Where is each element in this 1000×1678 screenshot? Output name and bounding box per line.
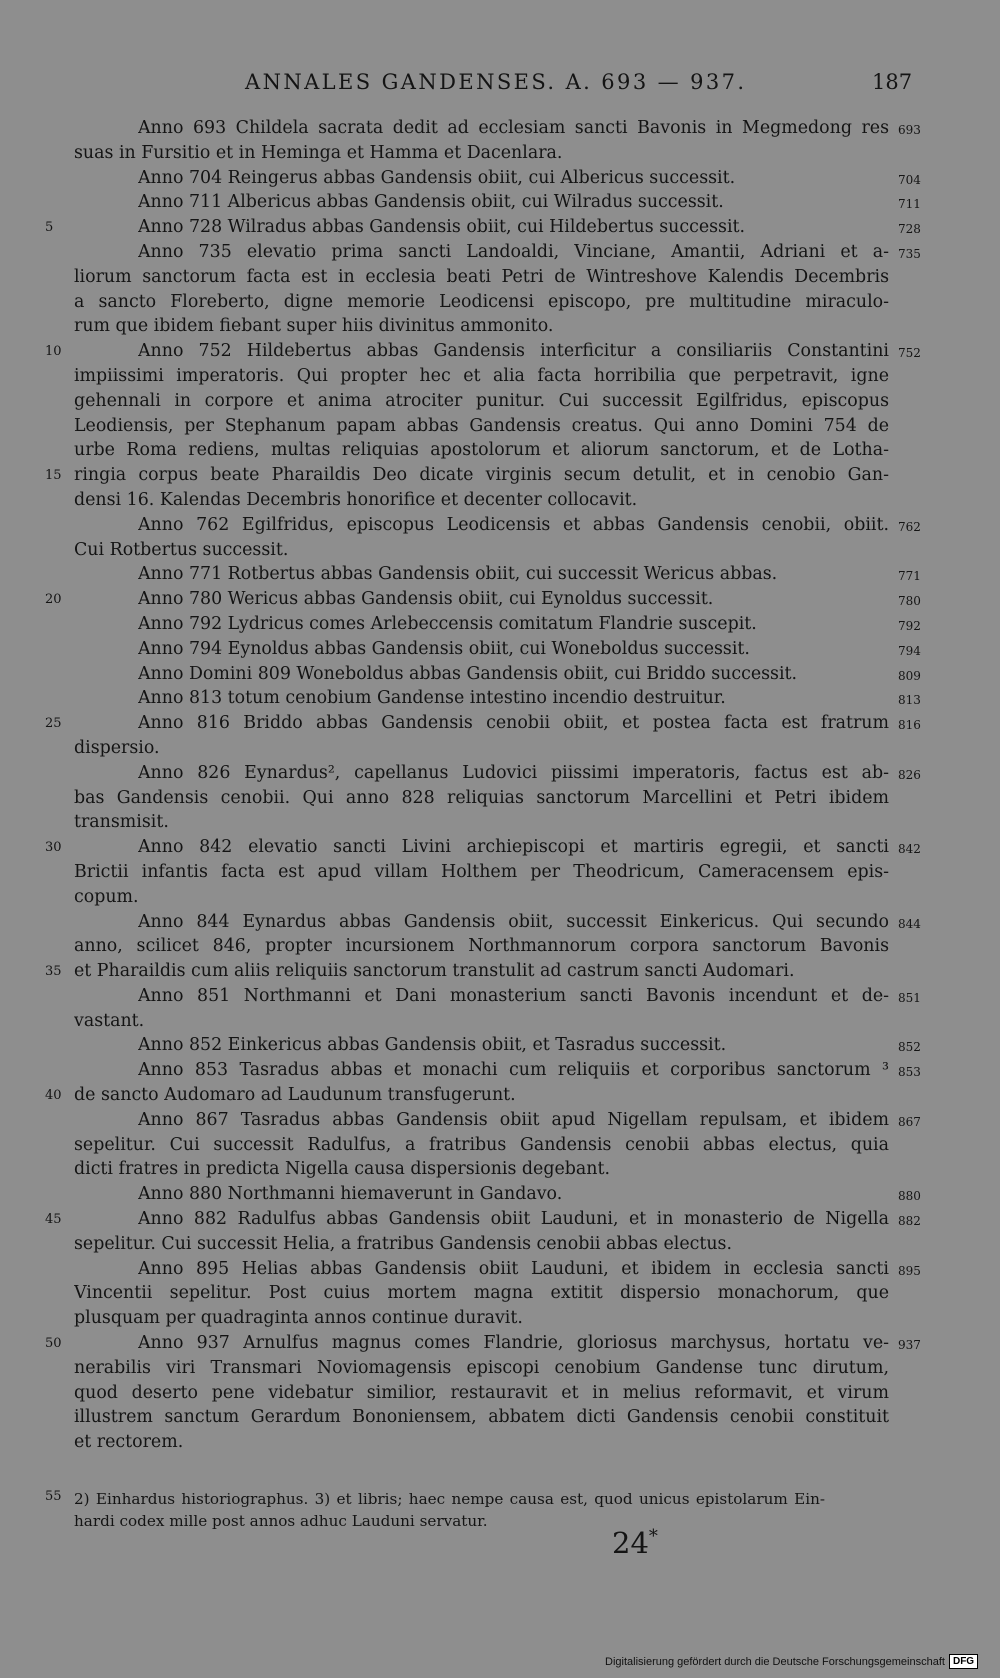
text-line — [0, 1058, 1000, 1083]
text-line — [0, 934, 1000, 959]
text-line — [0, 215, 1000, 240]
annal-entry — [0, 1207, 1000, 1257]
text-line — [0, 364, 1000, 389]
margin-year: 867 — [898, 1114, 921, 1129]
annal-entry — [0, 686, 1000, 711]
margin-year: 844 — [898, 916, 921, 931]
text-line — [0, 190, 1000, 215]
line-number: 5 — [45, 220, 54, 236]
line-number: 50 — [45, 1336, 62, 1352]
line-number: 45 — [45, 1212, 62, 1228]
line-text: Anno 852 Einkericus abbas Gandensis obiit, et Tasradus successit. — [138, 1035, 727, 1056]
line-text: bas Gandensis cenobii. Qui anno 828 reliquias sanctorum Marcellini et Petri ibidem — [74, 787, 889, 808]
line-text: Anno 762 Egilfridus, episcopus Leodicensis et abbas Gandensis cenobii, obiit. — [138, 514, 889, 535]
signature-mark — [612, 1526, 658, 1560]
margin-year: 882 — [898, 1214, 921, 1229]
line-text: Anno 867 Tasradus abbas Gandensis obiit apud Nigellam repulsam, et ibidem — [138, 1109, 889, 1130]
annal-entry — [0, 513, 1000, 563]
line-text: et Pharaildis cum aliis reliquiis sanctorum transtulit ad castrum sancti Audomari. — [74, 961, 795, 982]
text-line — [0, 984, 1000, 1009]
page-header — [0, 70, 1000, 100]
annal-entry — [0, 339, 1000, 513]
text-line — [0, 662, 1000, 687]
line-text: Anno 728 Wilradus abbas Gandensis obiit, cui Hildebertus successit. — [138, 217, 746, 238]
annal-entry — [0, 662, 1000, 687]
line-text: Anno 844 Eynardus abbas Gandensis obiit, successit Einkericus. Qui secundo — [138, 911, 889, 932]
text-line — [0, 959, 1000, 984]
annal-entry — [0, 1033, 1000, 1058]
line-text: gehennali in corpore et anima atrociter punitur. Cui successit Egilfridus, episcopus — [74, 390, 889, 411]
dfg-banner — [605, 1654, 978, 1669]
text-line — [0, 513, 1000, 538]
text-line — [0, 339, 1000, 364]
line-text: Anno 937 Arnulfus magnus comes Flandrie, gloriosus marchysus, hortatu ve- — [138, 1333, 889, 1354]
annal-entry — [0, 711, 1000, 761]
text-line — [0, 761, 1000, 786]
text-line — [0, 1182, 1000, 1207]
text-line — [0, 1405, 1000, 1430]
annal-entry — [0, 1108, 1000, 1182]
annal-entry — [0, 1182, 1000, 1207]
annal-entry — [0, 612, 1000, 637]
line-text: Anno 735 elevatio prima sancti Landoaldi, Vinciane, Amantii, Adriani et a- — [138, 241, 889, 262]
margin-year: 853 — [898, 1065, 921, 1080]
annal-entry — [0, 835, 1000, 909]
line-text: ringia corpus beate Pharaildis Deo dicate virginis secum detulit, et in cenobio Gan- — [74, 465, 889, 486]
text-line — [0, 414, 1000, 439]
line-text: Anno 882 Radulfus abbas Gandensis obiit Lauduni, et in monasterio de Nigella — [138, 1209, 889, 1230]
annal-entry — [0, 1058, 1000, 1108]
margin-year: 704 — [898, 172, 921, 187]
line-text: Anno 880 Northmanni hiemaverunt in Gandavo. — [138, 1184, 563, 1205]
banner-text: Digitalisierung gefördert durch die Deutsche Forschungsgemeinschaft — [605, 1655, 945, 1668]
text-line — [0, 835, 1000, 860]
footnote-line — [0, 1510, 1000, 1532]
line-text: suas in Fursitio et in Heminga et Hamma et Dacenlara. — [74, 142, 563, 163]
annal-entry — [0, 240, 1000, 339]
text-line — [0, 538, 1000, 563]
margin-year: 813 — [898, 693, 921, 708]
text-line — [0, 438, 1000, 463]
line-text: densi 16. Kalendas Decembris honorifice et decenter collocavit. — [74, 489, 638, 510]
text-line — [0, 637, 1000, 662]
margin-year: 771 — [898, 569, 921, 584]
line-text: Anno 826 Eynardus², capellanus Ludovici piissimi imperatoris, factus est ab- — [138, 762, 889, 783]
margin-year: 895 — [898, 1263, 921, 1278]
line-text: Anno 693 Childela sacrata dedit ad ecclesiam sancti Bavonis in Megmedong res — [138, 118, 889, 138]
margin-year: 809 — [898, 668, 921, 683]
footnotes — [0, 1488, 1000, 1532]
text-line — [0, 1083, 1000, 1108]
line-text: impiissimi imperatoris. Qui propter hec et alia facta horribilia que perpetravit, igne — [74, 365, 889, 386]
line-text: Anno 752 Hildebertus abbas Gandensis interficitur a consiliariis Constantini — [138, 341, 889, 362]
line-text: Anno 771 Rotbertus abbas Gandensis obiit, cui successit Wericus abbas. — [138, 564, 778, 585]
annal-entry — [0, 910, 1000, 984]
margin-year: 851 — [898, 990, 921, 1005]
text-line — [0, 389, 1000, 414]
margin-year: 937 — [898, 1338, 921, 1353]
text-line — [0, 860, 1000, 885]
line-text: Vincentii sepelitur. Post cuius mortem magna extitit dispersio monachorum, que — [74, 1283, 889, 1304]
text-line — [0, 1306, 1000, 1331]
line-text: Brictii infantis facta est apud villam Holthem per Theodricum, Cameracensem epis- — [74, 861, 889, 882]
text-line — [0, 1381, 1000, 1406]
footnote-text: 2) Einhardus historiographus. 3) et libris; haec nempe causa est, quod unicus epistolarum Ein- — [74, 1490, 825, 1508]
line-number: 35 — [45, 964, 62, 980]
line-text: transmisit. — [74, 812, 169, 833]
annal-entry — [0, 984, 1000, 1034]
margin-year: 852 — [898, 1040, 921, 1055]
text-line — [0, 290, 1000, 315]
line-text: Anno 711 Albericus abbas Gandensis obiit, cui Wilradus successit. — [138, 192, 724, 213]
line-text: Anno 895 Helias abbas Gandensis obiit Lauduni, et ibidem in ecclesia sancti — [138, 1258, 889, 1279]
annal-entry — [0, 637, 1000, 662]
line-text: a sancto Floreberto, digne memorie Leodicensi episcopo, pre multitudine miraculo- — [74, 291, 889, 312]
line-text: Cui Rotbertus successit. — [74, 539, 289, 560]
text-line — [0, 1356, 1000, 1381]
margin-year: 842 — [898, 842, 921, 857]
text-line — [0, 1009, 1000, 1034]
text-line — [0, 116, 1000, 141]
line-text: Anno 851 Northmanni et Dani monasterium sancti Bavonis incendunt et de- — [138, 985, 889, 1006]
line-text: Anno 853 Tasradus abbas et monachi cum reliquiis et corporibus sanctorum ³ — [138, 1060, 889, 1081]
annal-entry — [0, 190, 1000, 215]
line-text: Anno 780 Wericus abbas Gandensis obiit, cui Eynoldus successit. — [138, 589, 714, 610]
line-text: illustrem sanctum Gerardum Bononiensem, abbatem dicti Gandensis cenobii constituit — [74, 1407, 889, 1428]
text-line — [0, 141, 1000, 166]
line-text: urbe Roma rediens, multas reliquias apostolorum et aliorum sanctorum, et de Lotha- — [74, 440, 889, 461]
text-line — [0, 885, 1000, 910]
text-line — [0, 562, 1000, 587]
text-line — [0, 240, 1000, 265]
text-line — [0, 1033, 1000, 1058]
line-text: Anno 813 totum cenobium Gandense intestino incendio destruitur. — [138, 688, 726, 709]
text-line — [0, 1108, 1000, 1133]
text-line — [0, 314, 1000, 339]
line-number: 55 — [45, 1489, 62, 1504]
margin-year: 711 — [898, 197, 921, 212]
signature-star: * — [648, 1526, 658, 1547]
margin-year: 816 — [898, 718, 921, 733]
text-line — [0, 488, 1000, 513]
line-text: Anno 792 Lydricus comes Arlebeccensis comitatum Flandrie suscepit. — [138, 613, 757, 634]
line-text: nerabilis viri Transmari Noviomagensis episcopi cenobium Gandense tunc dirutum, — [74, 1357, 889, 1378]
line-text: dicti fratres in predicta Nigella causa dispersionis degebant. — [74, 1159, 610, 1180]
text-line — [0, 1281, 1000, 1306]
running-title: ANNALES GANDENSES. A. 693 — 937. — [245, 70, 747, 94]
line-number: 25 — [45, 716, 62, 732]
margin-year: 780 — [898, 594, 921, 609]
annal-entry — [0, 1331, 1000, 1455]
text-line — [0, 1133, 1000, 1158]
margin-year: 794 — [898, 643, 921, 658]
text-line — [0, 1207, 1000, 1232]
line-text: dispersio. — [74, 737, 160, 758]
text-line — [0, 711, 1000, 736]
line-text: Anno 794 Eynoldus abbas Gandensis obiit, cui Woneboldus successit. — [138, 638, 750, 659]
annal-entry — [0, 761, 1000, 835]
text-line — [0, 1331, 1000, 1356]
dfg-logo: DFG — [949, 1654, 978, 1669]
line-number: 20 — [45, 592, 62, 608]
footnote-text: hardi codex mille post annos adhuc Lauduni servatur. — [74, 1512, 488, 1530]
annal-entry — [0, 1257, 1000, 1331]
annal-entry — [0, 562, 1000, 587]
line-number: 40 — [45, 1088, 62, 1104]
line-text: quod deserto pene videbatur similior, restauravit et in melius reformavit, et virum — [74, 1382, 889, 1403]
text-line — [0, 810, 1000, 835]
margin-year: 735 — [898, 246, 921, 261]
line-text: Anno 816 Briddo abbas Gandensis cenobii obiit, et postea facta est fratrum — [138, 713, 889, 734]
line-text: sepelitur. Cui successit Radulfus, a fratribus Gandensis cenobii abbas electus, quia — [74, 1134, 889, 1155]
annal-entry — [0, 116, 1000, 166]
margin-year: 752 — [898, 346, 921, 361]
text-line — [0, 1157, 1000, 1182]
line-text: Leodiensis, per Stephanum papam abbas Gandensis creatus. Qui anno Domini 754 de — [74, 415, 889, 436]
text-line — [0, 686, 1000, 711]
line-text: vastant. — [74, 1010, 145, 1031]
text-line — [0, 463, 1000, 488]
text-line — [0, 736, 1000, 761]
line-text: Anno Domini 809 Woneboldus abbas Gandensis obiit, cui Briddo successit. — [138, 663, 798, 684]
line-text: plusquam per quadraginta annos continue duravit. — [74, 1308, 523, 1329]
line-text: rum que ibidem fiebant super hiis divinitus ammonito. — [74, 316, 554, 337]
line-text: sepelitur. Cui successit Helia, a fratribus Gandensis cenobii abbas electus. — [74, 1233, 732, 1254]
annal-entry — [0, 587, 1000, 612]
margin-year: 880 — [898, 1189, 921, 1204]
annal-entry — [0, 166, 1000, 191]
text-line — [0, 587, 1000, 612]
line-number: 30 — [45, 840, 62, 856]
text-line — [0, 166, 1000, 191]
line-text: de sancto Audomaro ad Laudunum transfugerunt. — [74, 1085, 516, 1106]
line-text: liorum sanctorum facta est in ecclesia beati Petri de Wintreshove Kalendis Decembris — [74, 266, 889, 287]
line-text: et rectorem. — [74, 1432, 184, 1453]
annal-entry — [0, 215, 1000, 240]
line-text: Anno 704 Reingerus abbas Gandensis obiit, cui Albericus successit. — [138, 167, 736, 188]
margin-year: 792 — [898, 618, 921, 633]
margin-year: 826 — [898, 767, 921, 782]
text-line — [0, 910, 1000, 935]
margin-year: 762 — [898, 519, 921, 534]
margin-year: 728 — [898, 222, 921, 237]
text-line — [0, 1430, 1000, 1455]
text-line — [0, 1232, 1000, 1257]
signature-number: 24 — [612, 1526, 649, 1560]
line-text: copum. — [74, 886, 139, 907]
page-number: 187 — [872, 70, 913, 94]
line-number: 10 — [45, 344, 62, 360]
line-text: anno, scilicet 846, propter incursionem Northmannorum corpora sanctorum Bavonis — [74, 936, 889, 957]
text-line — [0, 612, 1000, 637]
line-text: Anno 842 elevatio sancti Livini archiepiscopi et martiris egregii, et sancti — [138, 837, 889, 858]
annal-entries — [0, 116, 1000, 1455]
margin-year: 693 — [898, 123, 921, 137]
text-line — [0, 1257, 1000, 1282]
footnote-line — [0, 1488, 1000, 1510]
text-line — [0, 786, 1000, 811]
text-line — [0, 265, 1000, 290]
line-number: 15 — [45, 468, 62, 484]
